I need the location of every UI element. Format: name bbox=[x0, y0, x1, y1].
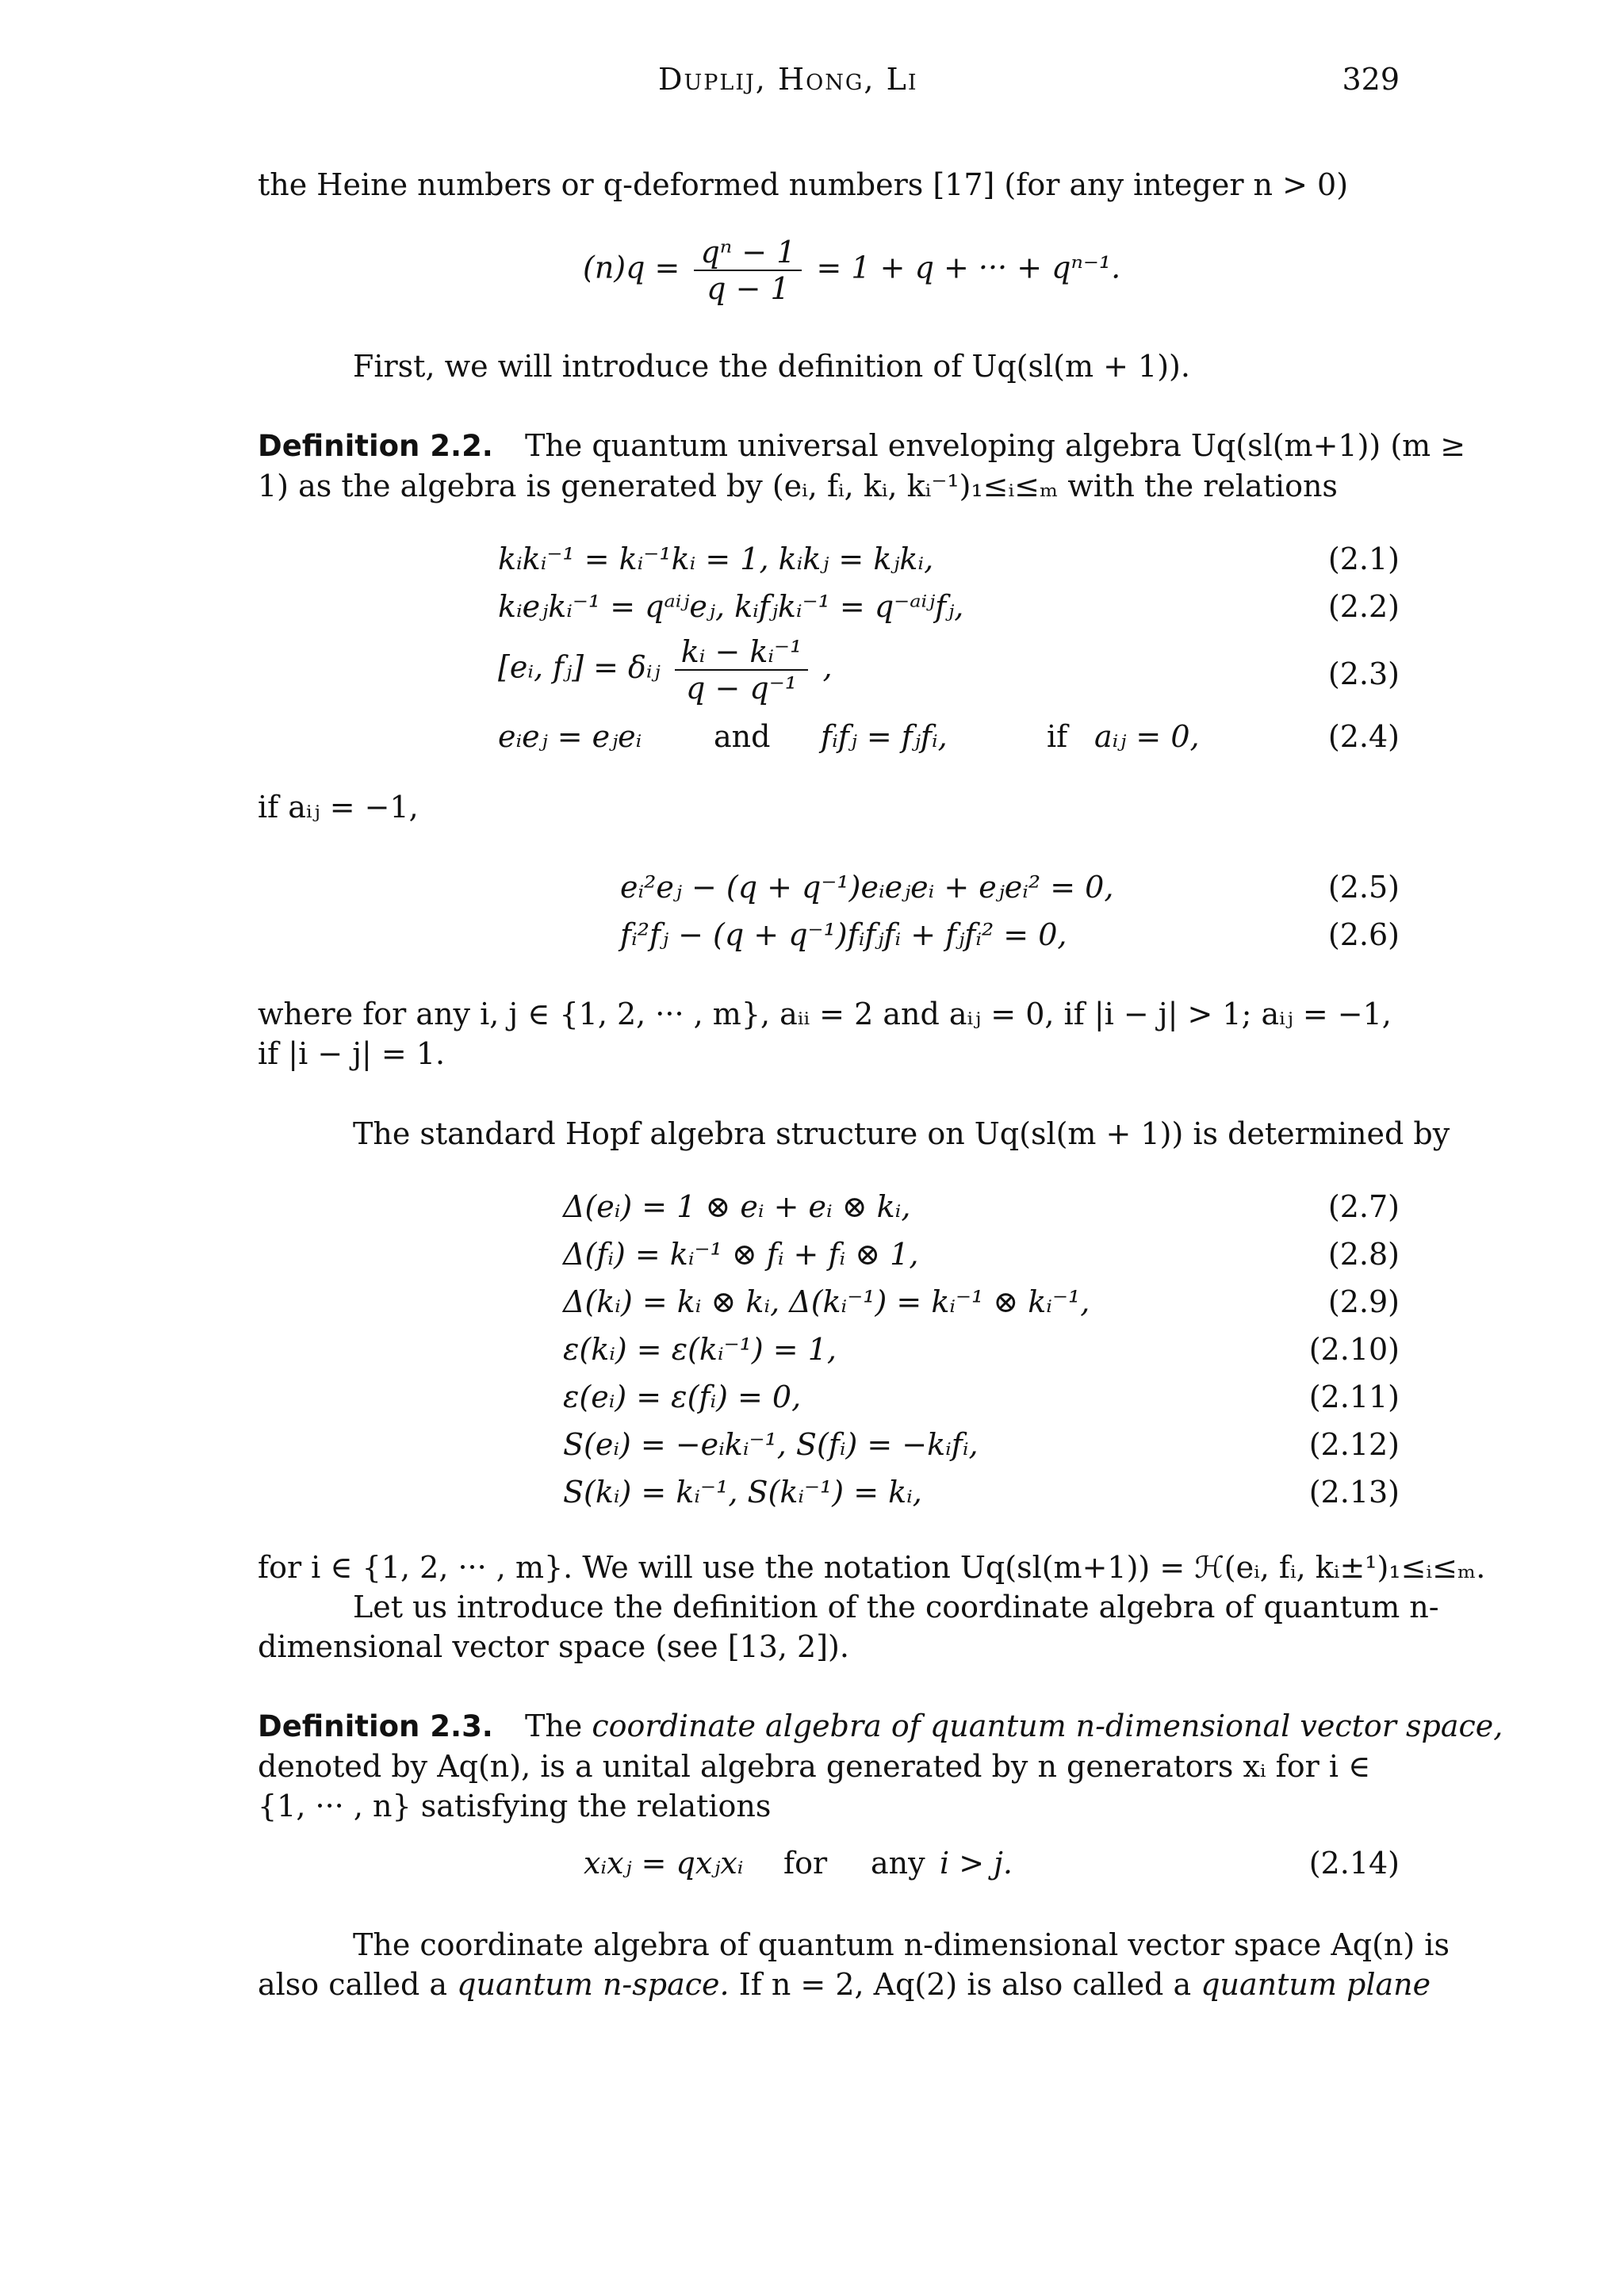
def23-line1-pre: The bbox=[524, 1709, 583, 1743]
equation-2-7: Δ(eᵢ) = 1 ⊗ eᵢ + eᵢ ⊗ kᵢ, bbox=[563, 1189, 911, 1224]
equation-2-4-part1: eᵢeⱼ = eⱼeᵢ bbox=[498, 719, 642, 754]
notation-line2: Let us introduce the definition of the coordinate algebra of quantum n- bbox=[353, 1590, 1439, 1624]
def22-line1 bbox=[258, 426, 1466, 466]
authors-text: Duplij, Hong, Li bbox=[658, 62, 918, 97]
equation-2-14-lhs: xᵢxⱼ = qxⱼxᵢ bbox=[584, 1846, 744, 1881]
notation-line3: dimensional vector space (see [13, 2]). bbox=[258, 1629, 849, 1664]
intro-line: the Heine numbers or q-deformed numbers [17] (for any integer n > 0) bbox=[258, 167, 1349, 202]
def22-line2: 1) as the algebra is generated by (eᵢ, fᵢ, kᵢ, kᵢ⁻¹)₁≤ᵢ≤ₘ with the relations bbox=[258, 469, 1338, 503]
equation-2-6: fᵢ²fⱼ − (q + q⁻¹)fᵢfⱼfᵢ + fⱼfᵢ² = 0, bbox=[620, 917, 1067, 952]
equation-2-14-condition: i > j. bbox=[940, 1846, 1013, 1881]
definition-2-3 bbox=[258, 1706, 1503, 1826]
final-line1: The coordinate algebra of quantum n-dimensional vector space Aq(n) is bbox=[353, 1927, 1450, 1962]
notation-line1: for i ∈ {1, 2, ··· , m}. We will use the notation Uq(sl(m+1)) = ℋ(eᵢ, fᵢ, kᵢ±¹)₁≤ᵢ≤ₘ. bbox=[258, 1550, 1486, 1585]
equation-number-2-1: (2.1) bbox=[1327, 541, 1400, 576]
def23-line1-italic: coordinate algebra of quantum n-dimensional vector space, bbox=[592, 1709, 1503, 1743]
equation-number-2-11: (2.11) bbox=[1308, 1380, 1400, 1414]
equation-2-3 bbox=[498, 634, 833, 706]
def23-label: Definition 2.3. bbox=[258, 1709, 493, 1743]
heine-rhs: = 1 + q + ··· + qⁿ⁻¹. bbox=[816, 250, 1121, 285]
final-line2-b: If n = 2, Aq(2) is also called a bbox=[738, 1967, 1192, 2002]
equation-number-2-9: (2.9) bbox=[1327, 1284, 1400, 1319]
heine-denominator: q − 1 bbox=[707, 271, 790, 306]
equation-number-2-14: (2.14) bbox=[1308, 1846, 1400, 1881]
equation-number-2-7: (2.7) bbox=[1327, 1189, 1400, 1224]
heine-equation bbox=[583, 235, 1120, 306]
heine-lhs: (n)q = bbox=[583, 250, 680, 285]
equation-number-2-2: (2.2) bbox=[1327, 589, 1400, 624]
def22-line1-text: The quantum universal enveloping algebra Uq(sl(m+1)) (m ≥ bbox=[524, 428, 1466, 463]
eq23-denominator: q − q⁻¹ bbox=[686, 671, 797, 706]
equation-2-2: kᵢeⱼkᵢ⁻¹ = qᵃⁱʲeⱼ, kᵢfⱼkᵢ⁻¹ = q⁻ᵃⁱʲfⱼ, bbox=[498, 589, 964, 624]
notation-paragraph bbox=[258, 1548, 1486, 1667]
hopf-line: The standard Hopf algebra structure on Uq(sl(m + 1)) is determined by bbox=[353, 1116, 1450, 1151]
equation-number-2-3: (2.3) bbox=[1327, 656, 1400, 691]
running-header-authors bbox=[658, 62, 918, 97]
equation-2-8: Δ(fᵢ) = kᵢ⁻¹ ⊗ fᵢ + fᵢ ⊗ 1, bbox=[563, 1237, 919, 1272]
equation-number-2-4: (2.4) bbox=[1327, 719, 1400, 754]
where-line2: if |i − j| = 1. bbox=[258, 1036, 446, 1071]
equation-2-5: eᵢ²eⱼ − (q + q⁻¹)eᵢeⱼeᵢ + eⱼeᵢ² = 0, bbox=[620, 870, 1114, 905]
equation-2-14-for: for bbox=[783, 1846, 828, 1881]
equation-number-2-5: (2.5) bbox=[1327, 870, 1400, 905]
final-line2-a: also called a bbox=[258, 1967, 448, 2002]
equation-number-2-6: (2.6) bbox=[1327, 917, 1400, 952]
equation-2-11: ε(eᵢ) = ε(fᵢ) = 0, bbox=[563, 1380, 802, 1414]
equation-2-4-part3: aᵢⱼ = 0, bbox=[1094, 719, 1200, 754]
where-paragraph bbox=[258, 994, 1400, 1073]
equation-number-2-10: (2.10) bbox=[1308, 1332, 1400, 1367]
equation-number-2-8: (2.8) bbox=[1327, 1237, 1400, 1272]
eq23-fraction bbox=[675, 634, 809, 706]
equation-2-9: Δ(kᵢ) = kᵢ ⊗ kᵢ, Δ(kᵢ⁻¹) = kᵢ⁻¹ ⊗ kᵢ⁻¹, bbox=[563, 1284, 1090, 1319]
eq23-numerator: kᵢ − kᵢ⁻¹ bbox=[675, 634, 809, 671]
final-line2 bbox=[258, 1965, 1431, 2004]
heine-fraction bbox=[694, 235, 802, 306]
equation-2-12: S(eᵢ) = −eᵢkᵢ⁻¹, S(fᵢ) = −kᵢfᵢ, bbox=[563, 1427, 979, 1462]
if-line: if aᵢⱼ = −1, bbox=[258, 790, 419, 825]
where-line1: where for any i, j ∈ {1, 2, ··· , m}, aᵢᵢ = 2 and aᵢⱼ = 0, if |i − j| > 1; aᵢⱼ = −1, bbox=[258, 997, 1392, 1031]
equation-number-2-12: (2.12) bbox=[1308, 1427, 1400, 1462]
def23-line1 bbox=[258, 1706, 1503, 1747]
equation-2-4-part2: fᵢfⱼ = fⱼfᵢ, bbox=[821, 719, 948, 754]
final-line2-italic1: quantum n-space. bbox=[457, 1967, 730, 2002]
equation-2-14-any: any bbox=[871, 1846, 925, 1881]
eq23-rhs: , bbox=[822, 649, 833, 685]
def23-line2: denoted by Aq(n), is a unital algebra generated by n generators xᵢ for i ∈ bbox=[258, 1749, 1371, 1784]
equation-2-1: kᵢkᵢ⁻¹ = kᵢ⁻¹kᵢ = 1, kᵢkⱼ = kⱼkᵢ, bbox=[498, 541, 934, 576]
first-line: First, we will introduce the definition of Uq(sl(m + 1)). bbox=[353, 349, 1190, 384]
definition-2-2 bbox=[258, 426, 1466, 506]
equation-number-2-13: (2.13) bbox=[1308, 1475, 1400, 1510]
equation-2-13: S(kᵢ) = kᵢ⁻¹, S(kᵢ⁻¹) = kᵢ, bbox=[563, 1475, 922, 1510]
final-line2-italic2: quantum plane bbox=[1201, 1967, 1431, 2002]
def23-line3: {1, ··· , n} satisfying the relations bbox=[258, 1789, 772, 1823]
equation-2-4-and: and bbox=[714, 719, 771, 754]
equation-2-10: ε(kᵢ) = ε(kᵢ⁻¹) = 1, bbox=[563, 1332, 837, 1367]
def22-label: Definition 2.2. bbox=[258, 429, 493, 463]
heine-numerator: qⁿ − 1 bbox=[694, 235, 802, 271]
page-number: 329 bbox=[1342, 62, 1400, 97]
eq23-lhs: [eᵢ, fⱼ] = δᵢⱼ bbox=[498, 649, 661, 685]
final-paragraph bbox=[258, 1925, 1450, 2004]
equation-2-4-if: if bbox=[1047, 719, 1068, 754]
